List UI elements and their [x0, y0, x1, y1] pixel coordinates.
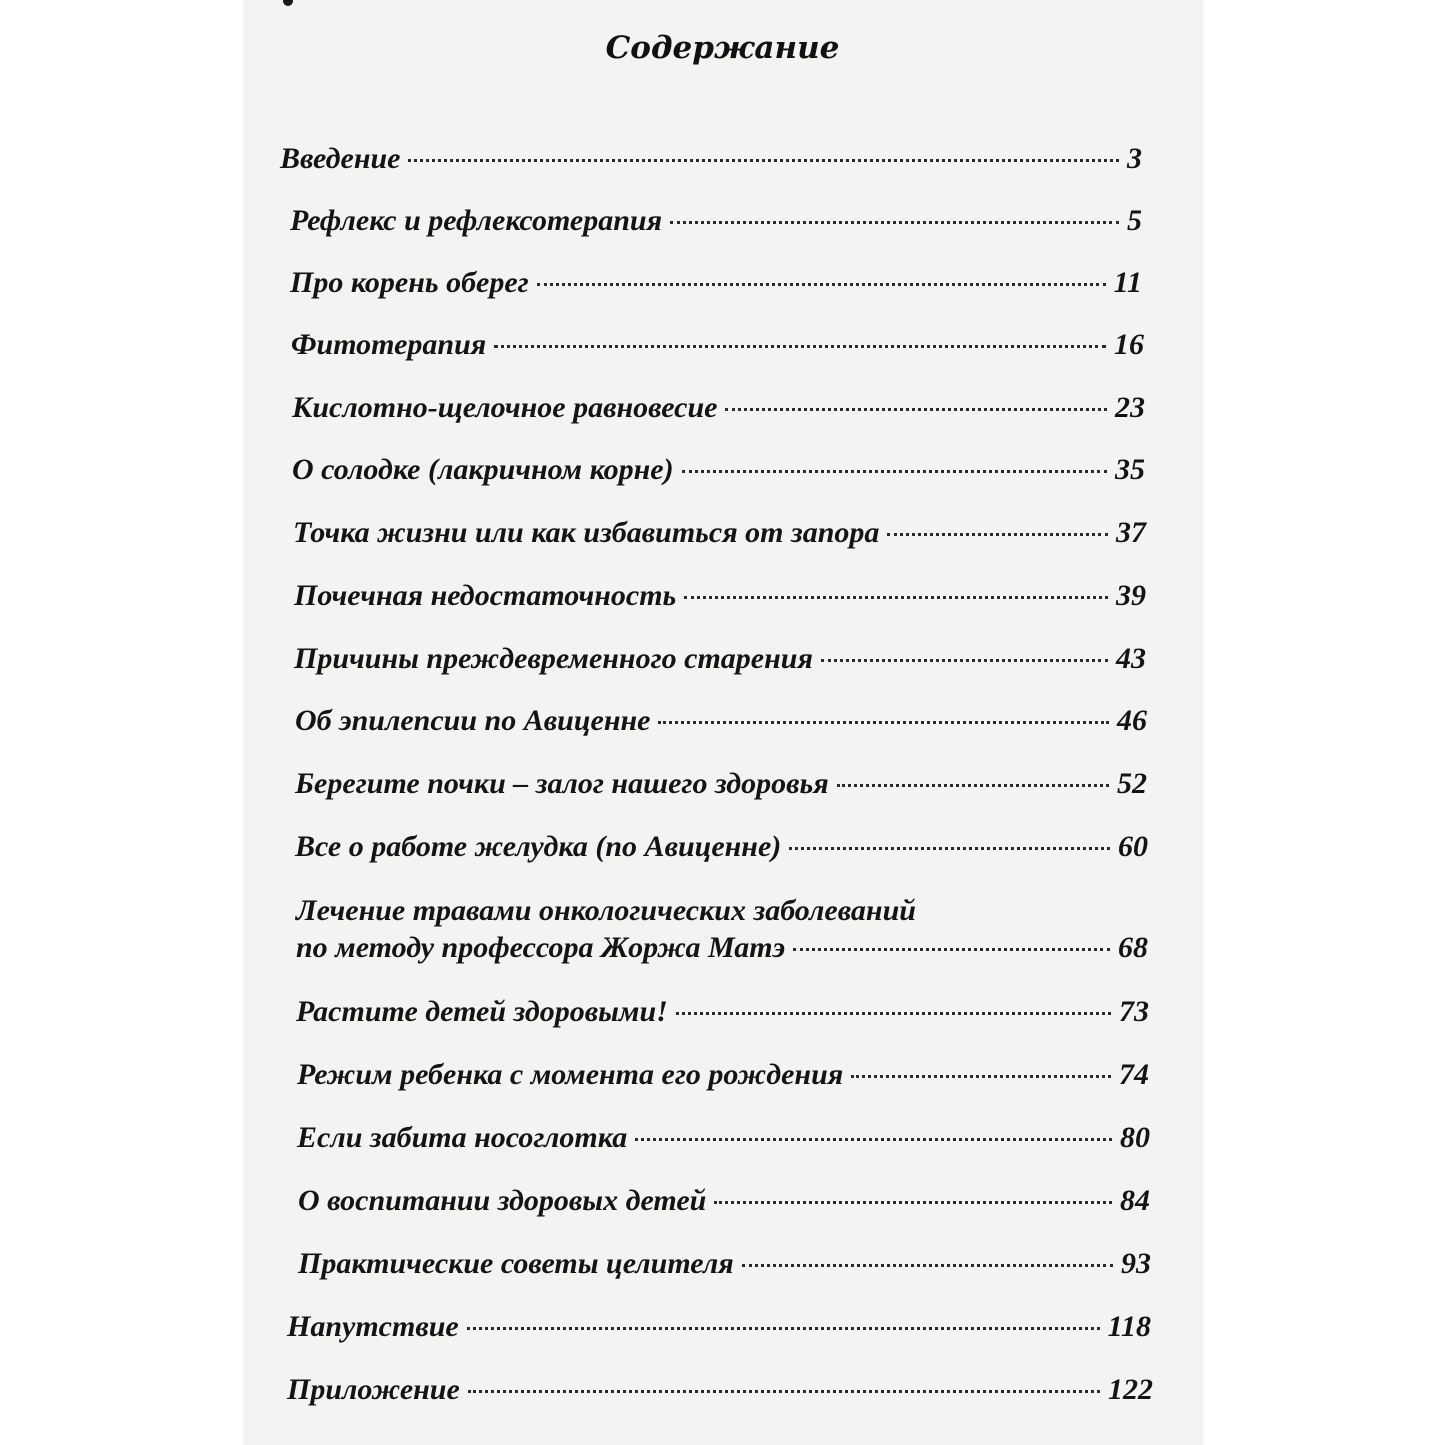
toc-entry [296, 994, 1149, 1030]
toc-entry-page: 35 [1115, 453, 1145, 486]
toc-leader-dots [635, 1138, 1112, 1141]
toc-leader-dots [468, 1390, 1100, 1393]
toc-entry-page: 93 [1121, 1247, 1151, 1280]
toc-leader-dots [494, 345, 1106, 348]
toc-entry [290, 203, 1142, 239]
toc-entry-label: Почечная недостаточность [294, 579, 677, 612]
toc-entry-label: Приложение [287, 1373, 460, 1406]
toc-entry [297, 1120, 1150, 1156]
toc-leader-dots [682, 470, 1107, 473]
toc-entry [292, 452, 1145, 488]
toc-leader-dots [821, 659, 1108, 662]
toc-leader-dots [851, 1075, 1111, 1078]
toc-entry [295, 766, 1147, 802]
toc-entry-label: Берегите почки – залог нашего здоровья [295, 767, 829, 800]
toc-entry-label: Практические советы целителя [298, 1247, 734, 1280]
toc-entry-page: 80 [1120, 1121, 1150, 1154]
toc-entry [280, 141, 1142, 177]
toc-leader-dots [684, 596, 1108, 599]
toc-entry-page: 43 [1116, 642, 1146, 675]
toc-entry-label: Если забита носоглотка [297, 1121, 628, 1154]
toc-entry-page: 46 [1117, 704, 1147, 737]
toc-entry [287, 1372, 1153, 1408]
toc-leader-dots [742, 1264, 1113, 1267]
toc-entry [291, 327, 1144, 363]
toc-entry-line1: Лечение травами онкологических заболеваний [296, 894, 916, 927]
toc-entry-page: 84 [1120, 1184, 1150, 1217]
toc-entry-page: 118 [1107, 1310, 1151, 1343]
toc-entry-label: Точка жизни или как избавиться от запора [293, 516, 880, 549]
toc-entry-label: Фитотерапия [291, 328, 487, 361]
toc-entry [287, 1309, 1151, 1345]
toc-entry-label: Про корень оберег [290, 266, 529, 299]
toc-leader-dots [537, 283, 1106, 286]
toc-entry-label: по методу профессора Жоржа Матэ [296, 931, 786, 964]
toc-entry [296, 930, 1148, 966]
toc-leader-dots [789, 847, 1110, 850]
toc-entry-page: 5 [1127, 204, 1142, 237]
toc-entry-page: 74 [1119, 1058, 1149, 1091]
toc-entry-label: Кислотно-щелочное равновесие [292, 391, 718, 424]
toc-entry-page: 23 [1115, 391, 1145, 424]
toc-leader-dots [714, 1201, 1112, 1204]
toc-entry [294, 641, 1146, 677]
toc-entry-page: 73 [1119, 995, 1149, 1028]
toc-leader-dots [887, 533, 1108, 536]
toc-leader-dots [725, 408, 1107, 411]
toc-entry-page: 39 [1116, 579, 1146, 612]
toc-entry [297, 1057, 1149, 1093]
toc-entry [295, 703, 1147, 739]
toc-entry-label: Рефлекс и рефлексотерапия [290, 204, 663, 237]
toc-entry [290, 265, 1142, 301]
toc-entry-label: О солодке (лакричном корне) [292, 453, 674, 486]
toc-entry-page: 122 [1108, 1373, 1153, 1406]
toc-entry-page: 11 [1113, 266, 1142, 299]
toc-entry [292, 390, 1145, 426]
toc-leader-dots [408, 159, 1119, 162]
toc-entry-label: Введение [280, 142, 401, 175]
page-title: Содержание [605, 30, 840, 66]
toc-entry-label: Напутствие [287, 1310, 459, 1343]
toc-leader-dots [837, 784, 1109, 787]
toc-entry-page: 16 [1114, 328, 1144, 361]
toc-leader-dots [658, 721, 1109, 724]
toc-entry-page: 3 [1127, 142, 1142, 175]
toc-entry-label: Об эпилепсии по Авиценне [295, 704, 651, 737]
toc-leader-dots [467, 1327, 1100, 1330]
toc-entry-page: 37 [1116, 516, 1146, 549]
toc-entry [294, 578, 1146, 614]
toc-entry-page: 60 [1118, 830, 1148, 863]
toc-entry-label: Растите детей здоровыми! [296, 995, 668, 1028]
toc-leader-dots [670, 221, 1119, 224]
toc-leader-dots [676, 1012, 1111, 1015]
toc-entry [293, 515, 1146, 551]
toc-entry-label: Режим ребенка с момента его рождения [297, 1058, 844, 1091]
toc-entry-label: Все о работе желудка (по Авиценне) [295, 830, 782, 863]
toc-entry-label: Причины преждевременного старения [294, 642, 813, 675]
toc-entry-page: 68 [1118, 931, 1148, 964]
toc-entry-label: О воспитании здоровых детей [298, 1184, 707, 1217]
toc-leader-dots [793, 948, 1110, 951]
toc-entry-page: 52 [1117, 767, 1147, 800]
toc-entry [295, 829, 1148, 865]
toc-entry [298, 1183, 1150, 1219]
toc-entry [298, 1246, 1151, 1282]
